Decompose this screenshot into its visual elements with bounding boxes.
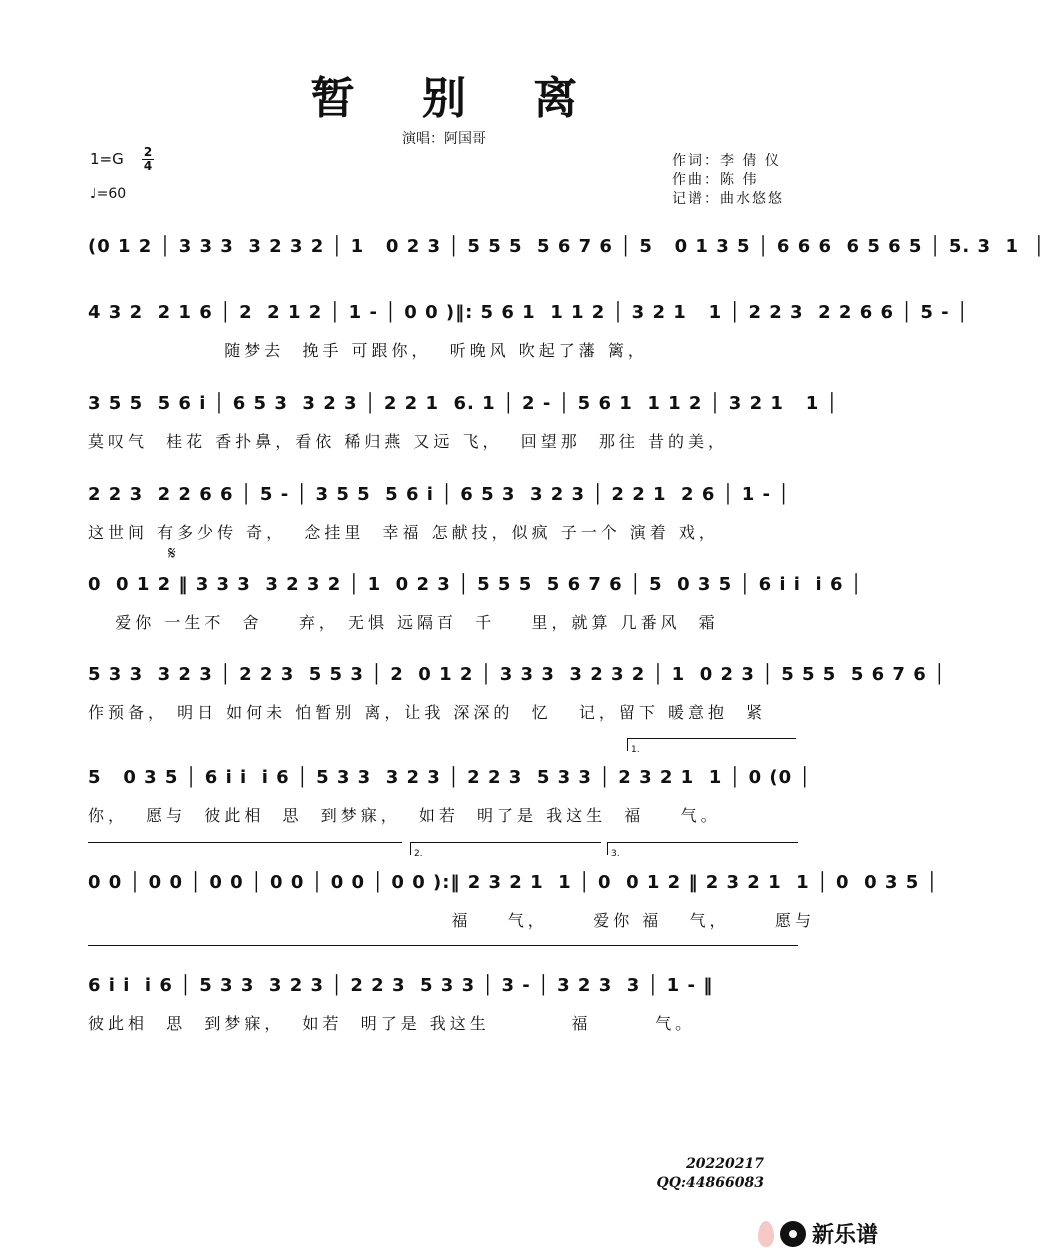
lyric-row: 福 气， 爱你 福 气， 愿与 (88, 911, 815, 930)
footer-date: 20220217 (686, 1156, 764, 1172)
volta-bracket-1 (627, 738, 796, 755)
lyricist-credit: 作词：李 倩 仪 (672, 153, 781, 169)
song-title: 暂 别 离 (310, 73, 604, 124)
volta-number: 1. (631, 745, 640, 755)
lyric-row: 你， 愿与 彼此相 思 到梦寐， 如若 明了是 我这生 福 气。 (88, 806, 721, 825)
lyric-row: 随梦去 挽手 可跟你， 听晚风 吹起了藩 篱， (88, 341, 648, 360)
lyric-row: 作预备， 明日 如何未 怕暂别 离，让我 深深的 忆 记，留下 暖意抱 紧 (88, 703, 767, 722)
volta-bracket-2 (410, 842, 601, 859)
lyric-row: 莫叹气 桂花 香扑鼻，看依 稀归燕 又远 飞， 回望那 那往 昔的美， (88, 432, 728, 451)
repeat-rule (88, 842, 402, 843)
lyric-row: 这世间 有多少传 奇， 念挂里 幸福 怎献技，似疯 子一个 演着 戏， (88, 523, 719, 542)
footer-signature (657, 1155, 765, 1193)
notation-row: 6 i i i 6 │ 5 3 3 3 2 3 │ 2 2 3 5 3 3 │ 3 - │ 3 2 3 3 │ 1 - ‖ (88, 975, 714, 996)
notation-row: 5 0 3 5 │ 6 i i i 6 │ 5 3 3 3 2 3 │ 2 2 3 5 3 3 │ 2 3 2 1 1 │ 0 (0 │ (88, 767, 812, 788)
logo-text: 新乐谱 (811, 1223, 878, 1248)
lyric-row: 爱你 一生不 舍 弃， 无惧 远隔百 千 里，就算 几番风 霜 (88, 613, 719, 632)
petal-icon (758, 1221, 774, 1247)
time-signature (141, 146, 155, 173)
lyric-row: 彼此相 思 到梦寐， 如若 明了是 我这生 福 气。 (88, 1014, 696, 1033)
segno-mark: 𝄋 (168, 543, 176, 564)
notation-row: 2 2 3 2 2 6 6 │ 5 - │ 3 5 5 5 6 i │ 6 5 3 3 2 3 │ 2 2 1 2 6 │ 1 - │ (88, 484, 791, 505)
volta-number: 3. (611, 849, 620, 859)
key-signature: 1=G (90, 150, 124, 168)
time-signature-top: 2 (143, 145, 153, 159)
volta-bracket-3 (607, 842, 798, 859)
composer-credit: 作曲：陈 伟 (672, 172, 759, 188)
notation-row: 5 3 3 3 2 3 │ 2 2 3 5 5 3 │ 2 0 1 2 │ 3 3 3 3 2 3 2 │ 1 0 2 3 │ 5 5 5 5 6 7 6 │ (88, 664, 946, 685)
notation-row: (0 1 2 │ 3 3 3 3 2 3 2 │ 1 0 2 3 │ 5 5 5 5 6 7 6 │ 5 0 1 3 5 │ 6 6 6 6 5 6 5 │ 5. 3 1 │ (88, 236, 1045, 257)
footer-qq: QQ:44866083 (656, 1175, 764, 1191)
notation-row: 3 5 5 5 6 i │ 6 5 3 3 2 3 │ 2 2 1 6. 1 │ 2 - │ 5 6 1 1 1 2 │ 3 2 1 1 │ (88, 393, 839, 414)
time-signature-bottom: 4 (143, 159, 153, 173)
coda-rule (88, 945, 798, 946)
volta-number: 2. (414, 849, 423, 859)
notation-row: 0 0 │ 0 0 │ 0 0 │ 0 0 │ 0 0 │ 0 0 ):‖ 2 3 2 1 1 │ 0 0 1 2 ‖ 2 3 2 1 1 │ 0 0 3 5 │ (88, 872, 939, 893)
notation-row: 4 3 2 2 1 6 │ 2 2 1 2 │ 1 - │ 0 0 )‖: 5 6 1 1 1 2 │ 3 2 1 1 │ 2 2 3 2 2 6 6 │ 5 - │ (88, 302, 969, 323)
notation-row: 0 0 1 2 ‖ 3 3 3 3 2 3 2 │ 1 0 2 3 │ 5 5 5 5 6 7 6 │ 5 0 3 5 │ 6 i i i 6 │ (88, 574, 863, 595)
transcriber-credit: 记谱：曲水悠悠 (672, 191, 784, 207)
credits-block (672, 152, 784, 209)
disc-icon (780, 1221, 806, 1247)
site-logo (758, 1218, 878, 1249)
singer-credit: 演唱：阿国哥 (402, 131, 486, 147)
tempo-marking: ♩=60 (90, 186, 127, 202)
